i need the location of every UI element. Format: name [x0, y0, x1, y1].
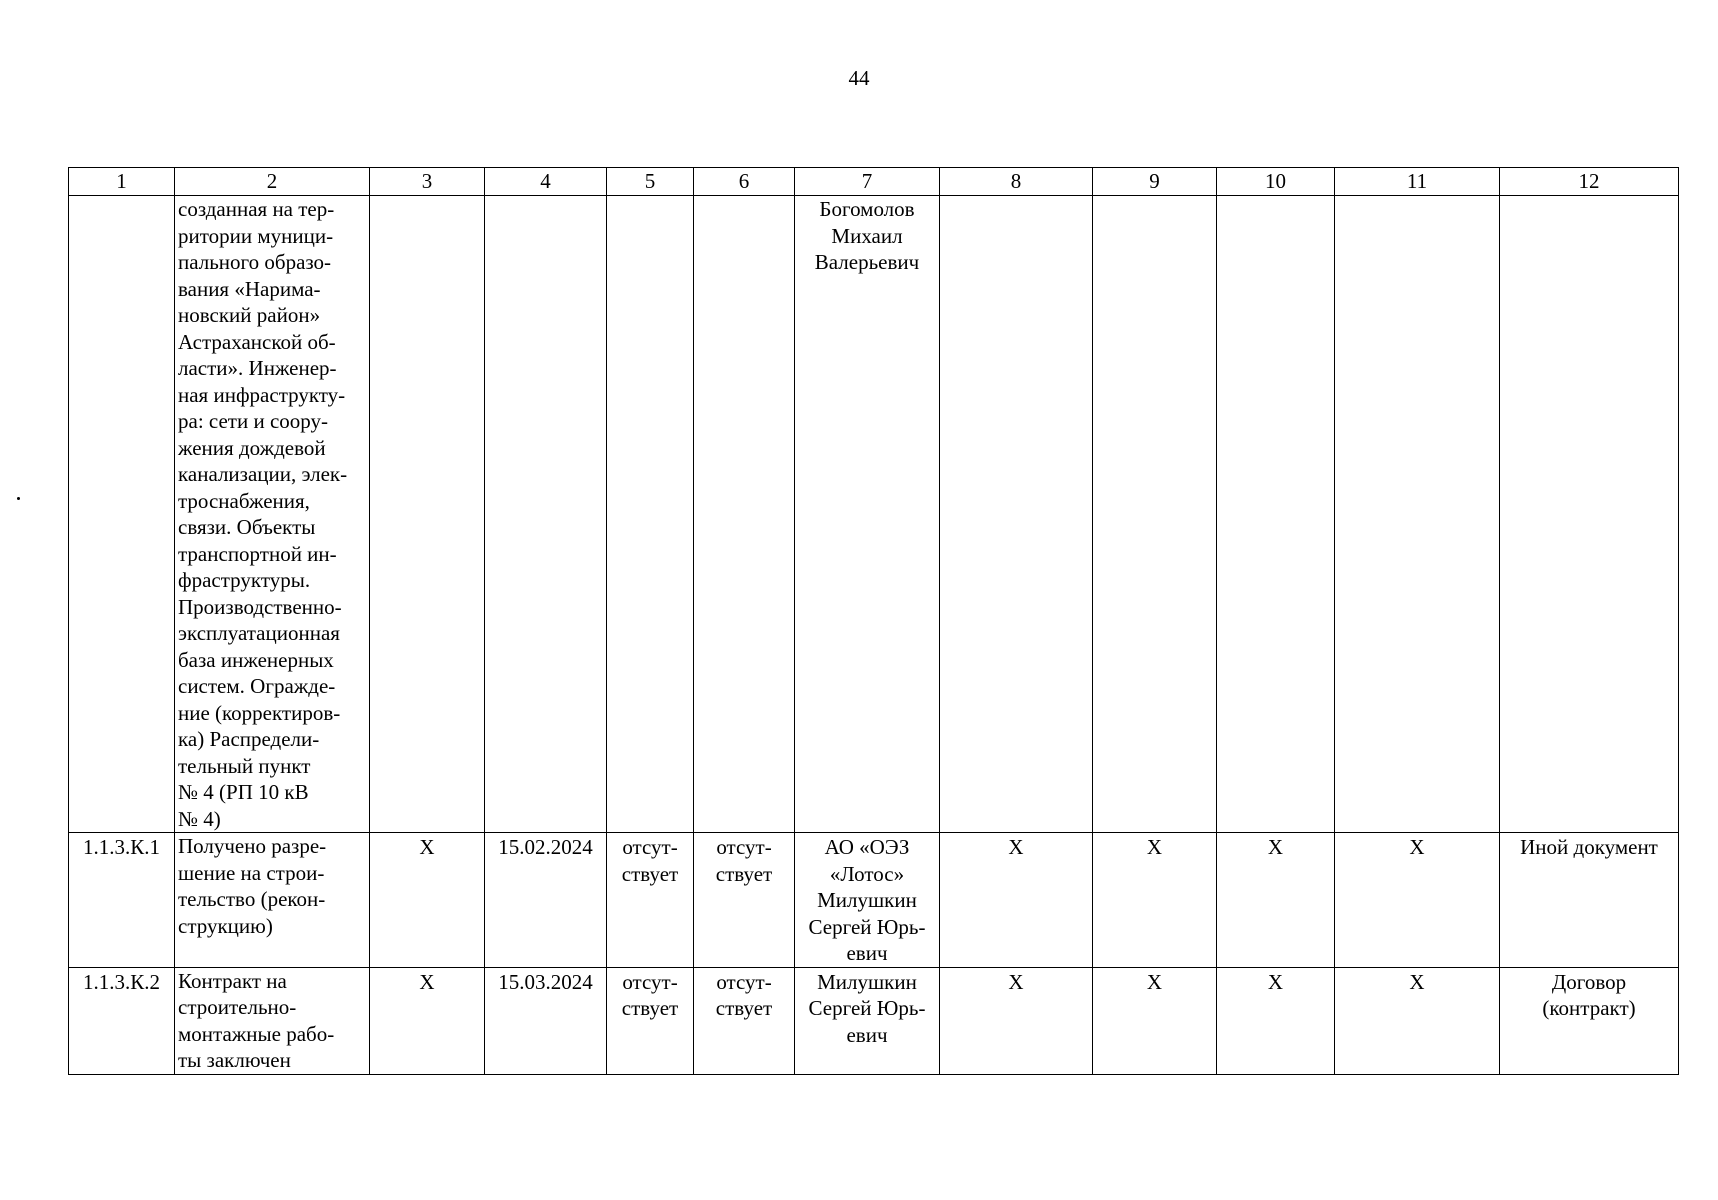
- column-number: 9: [1093, 168, 1217, 196]
- cell-text-line: струкцию): [178, 913, 273, 938]
- column-number: 8: [940, 168, 1093, 196]
- cell-col-11: X: [1335, 967, 1500, 1074]
- cell-date: 15.03.2024: [485, 967, 607, 1074]
- cell-col-6: [694, 833, 795, 968]
- cell-text-line: отсут-: [622, 969, 678, 994]
- cell-col-9: X: [1093, 967, 1217, 1074]
- cell-col-11: [1335, 196, 1500, 833]
- cell-text-line: евич: [846, 941, 888, 965]
- cell-responsible: [795, 967, 940, 1074]
- cell-text-line: Иной документ: [1520, 835, 1658, 859]
- cell-col-5: [607, 833, 694, 968]
- cell-text-line: № 4): [178, 806, 221, 831]
- cell-text-line: Контракт на: [178, 968, 287, 993]
- cell-text-line: ная инфраструкту-: [178, 382, 346, 407]
- table-body: [69, 196, 1679, 1075]
- cell-text-line: строительно-: [178, 995, 297, 1019]
- scan-speck: [17, 497, 20, 500]
- cell-text-line: евич: [846, 1022, 888, 1047]
- cell-text-line: шение на строи-: [178, 860, 325, 885]
- cell-text-line: АО «ОЭЗ: [824, 835, 910, 859]
- cell-event-name: [175, 196, 370, 833]
- cell-text-line: тельство (рекон-: [178, 887, 326, 911]
- cell-text-line: транспортной ин-: [178, 541, 337, 566]
- cell-document-type: [1500, 967, 1679, 1074]
- cell-col-10: X: [1217, 833, 1335, 968]
- cell-text-line: канализации, элек-: [178, 462, 348, 486]
- cell-text-line: вания «Нарима-: [178, 276, 321, 301]
- column-number-row: [69, 168, 1679, 196]
- cell-text-line: ствует: [715, 861, 773, 886]
- cell-text-line: тельный пункт: [178, 753, 311, 778]
- cell-event-name: [175, 833, 370, 968]
- cell-number: [69, 196, 175, 833]
- cell-responsible: [795, 196, 940, 833]
- cell-col-9: [1093, 196, 1217, 833]
- cell-text-line: ты заключен: [178, 1048, 291, 1072]
- cell-col-8: [940, 196, 1093, 833]
- cell-text-line: (контракт): [1542, 996, 1636, 1020]
- cell-document-type: [1500, 196, 1679, 833]
- cell-text-line: ствует: [621, 861, 679, 886]
- column-number: 6: [694, 168, 795, 196]
- cell-text-line: отсут-: [716, 835, 772, 859]
- column-number: 5: [607, 168, 694, 196]
- cell-text-line: фраструктуры.: [178, 568, 311, 592]
- cell-event-name: [175, 967, 370, 1074]
- cell-text-line: Сергей Юрь-: [808, 914, 926, 939]
- cell-text-line: монтажные рабо-: [178, 1021, 335, 1046]
- cell-text-line: связи. Объекты: [178, 515, 316, 539]
- column-number: 2: [175, 168, 370, 196]
- cell-col-3: [370, 196, 485, 833]
- cell-text-line: Астраханской об-: [178, 329, 336, 354]
- cell-col-10: [1217, 196, 1335, 833]
- cell-text-line: «Лотос»: [829, 861, 905, 886]
- column-number: 11: [1335, 168, 1500, 196]
- cell-text-line: ритории муници-: [178, 223, 334, 248]
- cell-col-11: X: [1335, 833, 1500, 968]
- column-number: 4: [485, 168, 607, 196]
- table-row-1-1-3-k-2: [69, 967, 1679, 1074]
- cell-text-line: Валерьевич: [814, 250, 920, 274]
- cell-text-line: база инженерных: [178, 647, 334, 672]
- column-number: 10: [1217, 168, 1335, 196]
- cell-text-line: созданная на тер-: [178, 197, 335, 221]
- cell-text-line: Богомолов: [819, 197, 915, 221]
- cell-text-line: ние (корректиров-: [178, 700, 341, 725]
- cell-text-line: Милушкин: [817, 969, 917, 994]
- cell-responsible: [795, 833, 940, 968]
- cell-text-line: ра: сети и соору-: [178, 409, 328, 433]
- column-number: 7: [795, 168, 940, 196]
- cell-col-6: [694, 967, 795, 1074]
- cell-number: 1.1.3.К.2: [69, 967, 175, 1074]
- table-row-continuation: [69, 196, 1679, 833]
- cell-text-line: Производственно-: [178, 594, 342, 619]
- cell-text-line: Договор: [1551, 969, 1627, 994]
- cell-text-line: Получено разре-: [178, 834, 327, 858]
- cell-document-type: [1500, 833, 1679, 968]
- cell-date: 15.02.2024: [485, 833, 607, 968]
- cell-number: 1.1.3.К.1: [69, 833, 175, 968]
- cell-text-line: Милушкин: [817, 888, 917, 912]
- cell-text-line: новский район»: [178, 303, 321, 327]
- cell-text-line: жения дождевой: [178, 435, 326, 460]
- cell-text-line: троснабжения,: [178, 488, 310, 513]
- column-number: 1: [69, 168, 175, 196]
- cell-col-6: [694, 196, 795, 833]
- column-number: 3: [370, 168, 485, 196]
- cell-text-line: ка) Распредели-: [178, 727, 320, 751]
- document-table: [68, 167, 1679, 1075]
- cell-text-line: Сергей Юрь-: [808, 996, 926, 1020]
- table-row-1-1-3-k-1: [69, 833, 1679, 968]
- cell-text-line: ласти». Инженер-: [178, 356, 337, 380]
- cell-col-5: [607, 967, 694, 1074]
- cell-text-line: систем. Огражде-: [178, 674, 336, 698]
- cell-col-8: X: [940, 967, 1093, 1074]
- cell-text-line: № 4 (РП 10 кВ: [178, 780, 309, 804]
- cell-text-line: ствует: [621, 996, 679, 1020]
- cell-text-line: Михаил: [831, 223, 903, 248]
- cell-text-line: эксплуатационная: [178, 621, 340, 645]
- cell-col-3: X: [370, 967, 485, 1074]
- cell-text-line: отсут-: [622, 835, 678, 859]
- cell-col-10: X: [1217, 967, 1335, 1074]
- column-number: 12: [1500, 168, 1679, 196]
- cell-text-line: пального образо-: [178, 250, 332, 274]
- cell-text-line: отсут-: [716, 969, 772, 994]
- cell-col-3: X: [370, 833, 485, 968]
- cell-col-9: X: [1093, 833, 1217, 968]
- cell-col-5: [607, 196, 694, 833]
- cell-text-line: ствует: [715, 996, 773, 1020]
- cell-date: [485, 196, 607, 833]
- cell-col-8: X: [940, 833, 1093, 968]
- page-number: 44: [848, 66, 870, 90]
